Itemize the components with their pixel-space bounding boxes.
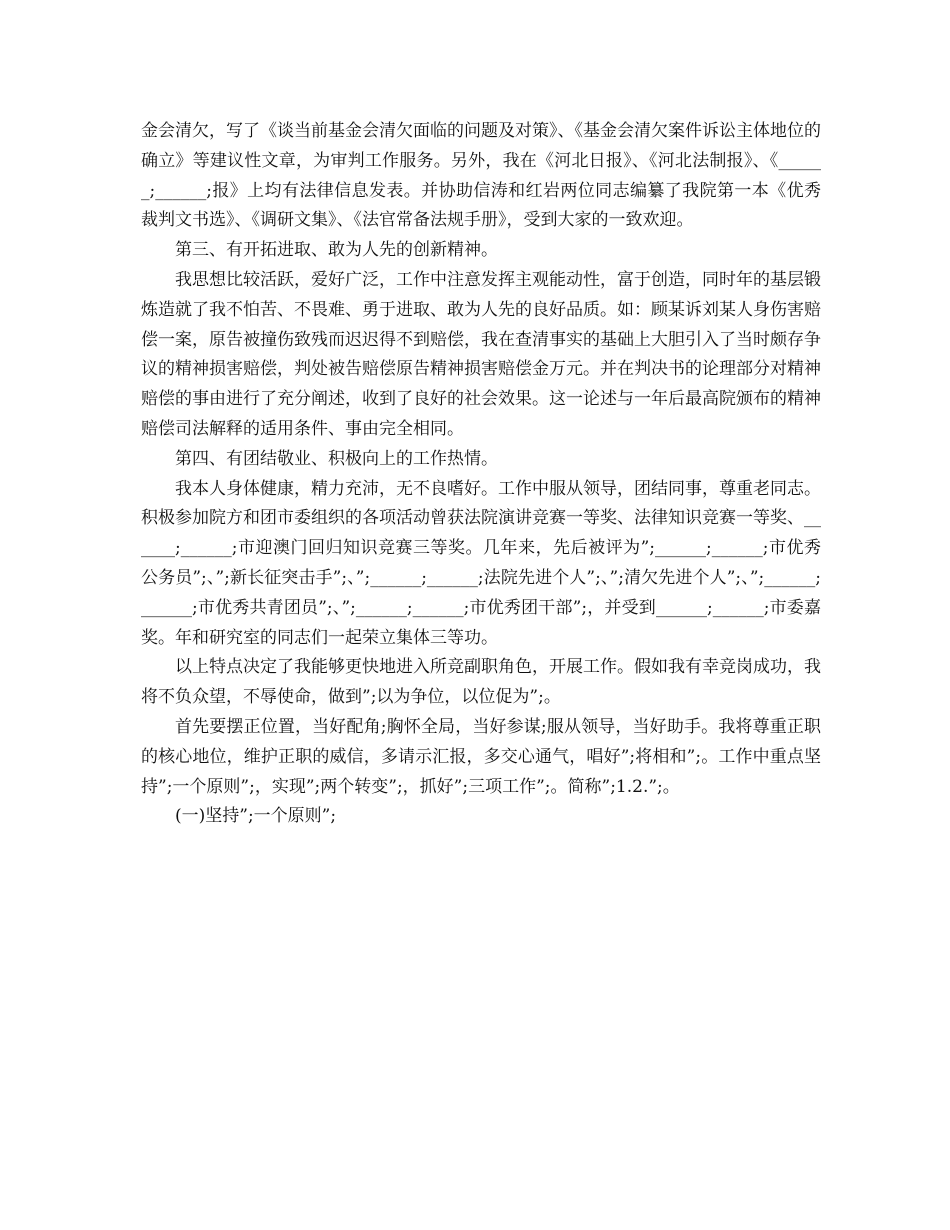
document-body [141,117,821,832]
paragraph-innovation: 我思想比较活跃，爱好广泛，工作中注意发挥主观能动性，富于创造，同时年的基层锻炼造就了我不怕苦、不畏难、勇于进取、敢为人先的良好品质。如：顾某诉刘某人身伤害赔偿一案，原告被撞伤致残而迟迟得不到赔偿，我在查清事实的基础上大胆引入了当时颇存争议的精神损害赔偿，判处被告赔偿原告精神损害赔偿金万元。并在判决书的论理部分对精神赔偿的事由进行了充分阐述，收到了良好的社会效果。这一论述与一年后最高院颁布的精神赔偿司法解释的适用条件、事由完全相同。 [141,269,821,439]
paragraph-foundation-articles: 金会清欠，写了《谈当前基金会清欠面临的问题及对策》、《基金会清欠案件诉讼主体地位的确立》等建议性文章，为审判工作服务。另外，我在《河北日报》、《河北法制报》、《______;______;报》上均有法律信息发表。并协助信涛和红岩两位同志编纂了我院第一本《优秀裁判文书选》、《调研文集》、《法官常备法规手册》，受到大家的一致欢迎。 [141,121,821,231]
paragraph-teamwork: 我本人身体健康，精力充沛，无不良嗜好。工作中服从领导，团结同事，尊重老同志。积极参加院方和团市委组织的各项活动曾获法院演讲竞赛一等奖、法律知识竞赛一等奖、______;______;市迎澳门回归知识竞赛三等奖。几年来，先后被评为”;______;______;市优秀公务员”;、”;新长征突击手”;、”;______;______;法院先进个人”;、”;清欠先进个人”;、”;______;______;市优秀共青团员”;、”;______;______;市优秀团干部”;，并受到______;______;市委嘉奖。年和研究室的同志们一起荣立集体三等功。 [141,478,821,648]
heading-one-principle: (一)坚持”;一个原则”; [175,806,337,827]
heading-fourth-point: 第四、有团结敬业、积极向上的工作热情。 [175,448,498,469]
paragraph-conclusion-traits: 以上特点决定了我能够更快地进入所竞副职角色，开展工作。假如我有幸竞岗成功，我将不负众望，不辱使命，做到”;以为争位，以位促为”;。 [141,657,821,708]
heading-third-point: 第三、有开拓进取、敢为人先的创新精神。 [175,240,498,261]
paragraph-positioning: 首先要摆正位置，当好配角;胸怀全局，当好参谋;服从领导，当好助手。我将尊重正职的核心地位，维护正职的威信，多请示汇报，多交心通气，唱好”;将相和”;。工作中重点坚持”;一个原则”;，实现”;两个转变”;，抓好”;三项工作”;。简称”;1.2.”;。 [141,716,821,797]
